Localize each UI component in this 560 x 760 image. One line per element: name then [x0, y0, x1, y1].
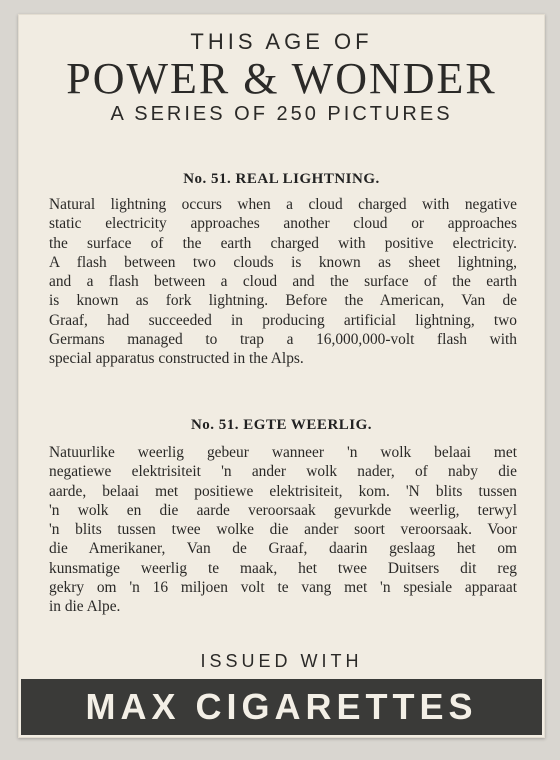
- text-line: negatiewe elektrisiteit 'n ander wolk nader, of naby die: [49, 463, 517, 481]
- text-line: the surface of the earth charged with positive electricity.: [49, 234, 517, 252]
- text-line: in die Alpe.: [49, 598, 121, 616]
- text-line: 'n wolk en die aarde veroorsaak gevurkde weerlig, terwyl: [49, 501, 517, 519]
- text-line: 'n blits tussen twee wolke die ander soort veroorsaak. Voor: [49, 521, 517, 539]
- text-line: aarde, belaai met positiewe elektrisiteit, kom. 'N blits tussen: [49, 482, 517, 500]
- afrikaans-heading: No. 51. EGTE WEERLIG.: [190, 417, 373, 433]
- text-line: Graaf, had succeeded in producing artificial lightning, two: [49, 311, 517, 329]
- brand-banner: [21, 679, 542, 735]
- series-subtitle: A SERIES OF 250 PICTURES: [110, 103, 453, 125]
- english-paragraph: [49, 195, 517, 369]
- text-line: Germans managed to trap a 16,000,000-volt flash with: [49, 331, 517, 349]
- text-line: static electricity approaches another cloud or approaches: [49, 215, 517, 233]
- text-line: and a flash between a cloud and the surface of the earth: [49, 273, 517, 291]
- english-heading: No. 51. REAL LIGHTNING.: [183, 171, 380, 187]
- text-line: is known as fork lightning. Before the American, Van de: [49, 292, 517, 310]
- cigarette-card-back: [18, 14, 545, 738]
- brand-name: MAX CIGARETTES: [85, 686, 478, 727]
- series-line-1: THIS AGE OF: [190, 29, 373, 54]
- afrikaans-paragraph: [49, 443, 517, 617]
- text-line: gekry om 'n 16 miljoen volt te vang met 'n spesiale apparaat: [49, 579, 517, 597]
- text-line: Natuurlike weerlig gebeur wanneer 'n wolk belaai met: [49, 444, 517, 461]
- text-line: die Amerikaner, Van de Graaf, daarin geslaag het om: [49, 540, 517, 558]
- text-line: special apparatus constructed in the Alps.: [49, 350, 304, 368]
- text-line: Natural lightning occurs when a cloud charged with negative: [49, 196, 517, 213]
- text-line: kunsmatige weerlig te maak, het twee Duitsers dit reg: [49, 559, 517, 577]
- text-line: A flash between two clouds is known as sheet lightning,: [49, 253, 517, 271]
- series-title: POWER & WONDER: [66, 54, 497, 103]
- issued-with-label: ISSUED WITH: [200, 651, 363, 671]
